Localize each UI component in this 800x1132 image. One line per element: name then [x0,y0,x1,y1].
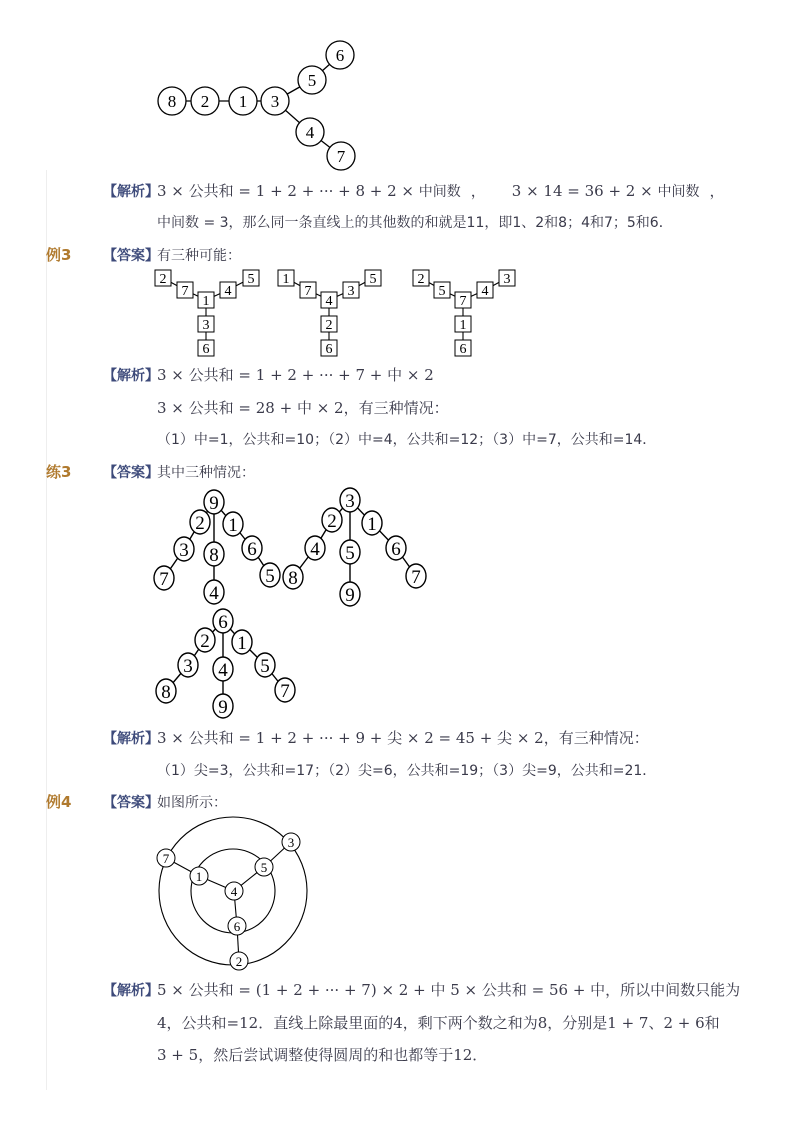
svg-text:2: 2 [235,954,243,969]
svg-text:1: 1 [228,515,238,536]
svg-text:1: 1 [237,633,247,654]
tree-node [340,582,360,606]
ex3-box-figures [0,262,800,362]
svg-text:5: 5 [369,272,377,287]
answer-text: 其中三种情况： [157,465,255,481]
svg-text:1: 1 [202,294,210,309]
svg-text:1: 1 [367,514,377,535]
svg-text:3: 3 [503,272,511,287]
svg-text:4: 4 [310,539,320,560]
tree-node [154,566,174,590]
tree-node [232,630,252,654]
svg-text:3: 3 [183,656,193,677]
svg-text:8: 8 [161,682,171,703]
box-node [198,292,214,309]
svg-text:7: 7 [181,284,189,299]
tree-node [406,564,426,588]
box-node [177,282,193,299]
circle-node [230,952,248,970]
ex4-analysis-line-1: 5 × 公共和 = (1 + 2 + ··· + 7) × 2 + 中 5 × 公共和 = 56 + 中，所以中间数只能为 [157,981,741,999]
svg-text:8: 8 [167,92,177,111]
example-4-label: 例4 [46,793,72,811]
box-node [477,282,493,299]
svg-text:2: 2 [325,318,333,333]
svg-text:4: 4 [305,123,315,142]
box-node [321,292,337,309]
svg-text:7: 7 [280,681,290,702]
analysis-tag: 【解析】 [103,184,159,200]
svg-text:7: 7 [336,147,346,166]
circle-node [228,917,246,935]
box-node [499,270,515,287]
svg-text:2: 2 [200,631,210,652]
circle-node [282,833,300,851]
box-node [343,282,359,299]
svg-text:5: 5 [260,860,268,875]
svg-text:9: 9 [345,585,355,606]
svg-text:6: 6 [233,919,241,934]
answer-text: 有三种可能： [157,248,241,264]
tree-node [340,540,360,564]
tree-node [195,628,215,652]
svg-text:7: 7 [304,284,312,299]
analysis-tag: 【解析】 [103,731,159,747]
box-node [455,316,471,333]
ex3-analysis-line-3: （1）中=1，公共和=10；（2）中=4，公共和=12；（3）中=7，公共和=14． [157,432,657,448]
tree-node [255,653,275,677]
svg-text:4: 4 [209,583,219,604]
box-node [243,270,259,287]
svg-text:1: 1 [238,92,248,111]
box-node [455,292,471,309]
svg-text:2: 2 [200,92,210,111]
tree-node [158,87,186,115]
svg-text:6: 6 [218,612,228,633]
tree-node [213,609,233,633]
svg-text:1: 1 [459,318,467,333]
svg-text:7: 7 [411,567,421,588]
ex4-circle-figure [0,815,800,985]
tree-node [178,653,198,677]
tree-node [283,565,303,589]
practice-3-tree-figures [0,482,800,722]
tree-node [261,87,289,115]
svg-text:5: 5 [260,656,270,677]
box-node [300,282,316,299]
tree-node [229,87,257,115]
svg-text:2: 2 [327,511,337,532]
tree-node [204,580,224,604]
svg-text:4: 4 [224,284,232,299]
answer-text: 如图所示： [157,795,227,811]
answer-tag: 【答案】 [103,248,159,264]
example-3-label: 例3 [46,246,72,264]
tree-node [156,679,176,703]
ex4-analysis-line-3: 3 + 5，然后尝试调整使得圆周的和也都等于12． [157,1046,488,1064]
circle-node [157,849,175,867]
circle-node [255,858,273,876]
ex3-analysis-line-1: 3 × 公共和 = 1 + 2 + ··· + 7 + 中 × 2 [157,366,434,384]
svg-text:6: 6 [335,46,345,65]
svg-text:3: 3 [202,318,210,333]
box-node [321,316,337,333]
svg-text:6: 6 [325,342,333,357]
svg-text:8: 8 [288,568,298,589]
box-node [413,270,429,287]
tree-node [204,490,224,514]
svg-text:3: 3 [347,284,355,299]
svg-text:5: 5 [307,71,317,90]
svg-text:9: 9 [218,697,228,718]
tree-node [213,694,233,718]
tree-node [296,118,324,146]
analysis-line-1: 3 × 公共和 = 1 + 2 + ··· + 8 + 2 × 中间数 ， 3 × 14 = 36 + 2 × 中间数 ， [157,182,725,200]
tree-node [327,142,355,170]
answer-tag: 【答案】 [103,465,159,481]
box-node [198,316,214,333]
svg-text:7: 7 [162,851,170,866]
svg-text:2: 2 [417,272,425,287]
svg-text:9: 9 [209,493,219,514]
svg-text:1: 1 [195,869,203,884]
svg-text:2: 2 [159,272,167,287]
tree-node [275,678,295,702]
svg-text:3: 3 [179,540,189,561]
svg-text:4: 4 [230,884,238,899]
svg-text:3: 3 [287,835,295,850]
svg-text:6: 6 [202,342,210,357]
svg-text:3: 3 [270,92,280,111]
svg-text:5: 5 [438,284,446,299]
svg-text:5: 5 [345,543,355,564]
svg-text:6: 6 [247,539,257,560]
circle-node [225,882,243,900]
svg-text:4: 4 [481,284,489,299]
svg-text:8: 8 [209,545,219,566]
tree-node [260,563,280,587]
tree-node [322,508,342,532]
tree-node [191,87,219,115]
tree-node [174,537,194,561]
box-node [155,270,171,287]
top-tree-nodes [158,41,355,170]
svg-text:4: 4 [218,660,228,681]
tree-node [362,511,382,535]
practice-3-label: 练3 [46,463,72,481]
svg-text:4: 4 [325,294,333,309]
svg-text:7: 7 [159,569,169,590]
analysis-tag: 【解析】 [103,368,159,384]
lian3-analysis-line-2: （1）尖=3，公共和=17；（2）尖=6，公共和=19；（3）尖=9，公共和=21． [157,763,657,779]
tree-node [204,542,224,566]
box-node [321,340,337,357]
tree-node [213,657,233,681]
lian3-analysis-line-1: 3 × 公共和 = 1 + 2 + ··· + 9 + 尖 × 2 = 45 + 尖 × 2，有三种情况： [157,729,649,747]
tree-node [298,66,326,94]
top-tree-figure [0,0,800,180]
ex3-analysis-line-2: 3 × 公共和 = 28 + 中 × 2，有三种情况： [157,399,449,417]
svg-text:6: 6 [459,342,467,357]
svg-text:5: 5 [265,566,275,587]
box-node [220,282,236,299]
tree-node [223,512,243,536]
box-node [198,340,214,357]
tree-node [190,510,210,534]
box-node [434,282,450,299]
svg-text:2: 2 [195,513,205,534]
svg-text:3: 3 [345,491,355,512]
svg-text:1: 1 [282,272,290,287]
analysis-tag: 【解析】 [103,983,159,999]
tree-node [386,536,406,560]
svg-text:6: 6 [391,539,401,560]
tree-node [340,488,360,512]
tree-node [326,41,354,69]
answer-tag: 【答案】 [103,795,159,811]
ex4-analysis-line-2: 4，公共和=12．直线上除最里面的4，剩下两个数之和为8，分别是1 + 7、2 + 6和 [157,1014,720,1032]
svg-text:5: 5 [247,272,255,287]
tree-node [242,536,262,560]
box-node [365,270,381,287]
box-node [455,340,471,357]
analysis-line-2: 中间数 = 3，那么同一条直线上的其他数的和就是11，即1、2和8；4和7；5和6． [157,215,673,231]
box-node [278,270,294,287]
tree-node [305,536,325,560]
svg-text:7: 7 [459,294,467,309]
circle-node [190,867,208,885]
